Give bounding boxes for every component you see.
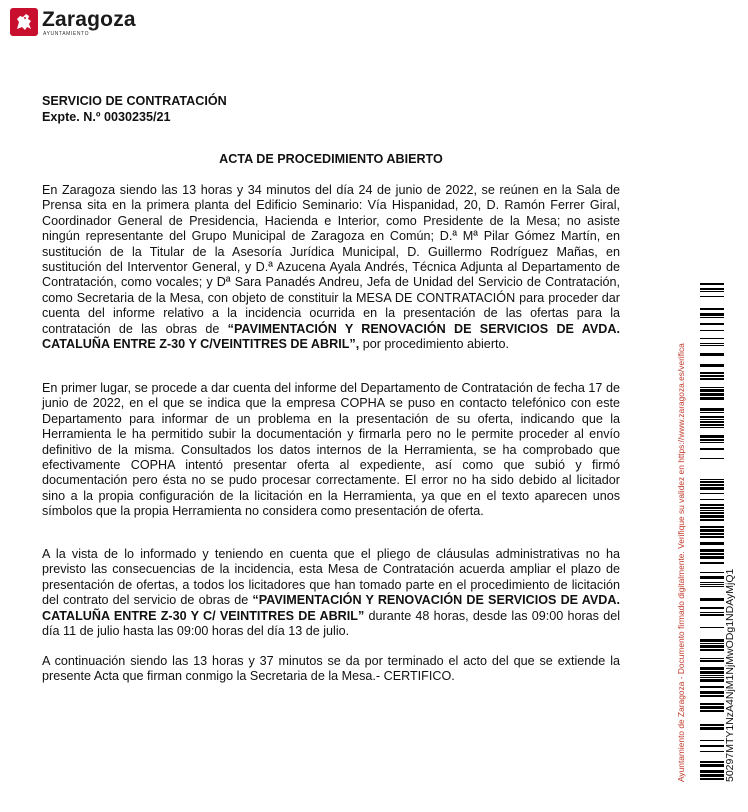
barcode-bar [700, 576, 724, 579]
barcode-bar [700, 671, 724, 674]
barcode-bar [700, 499, 724, 500]
paragraph-1-bold: “PAVIMENTACIÓN Y RENOVACIÓN DE SERVICIOS DE AVDA. CATALUÑA ENTRE Z-30 Y C/VEINTITRES DE ABRIL”, [42, 321, 620, 352]
barcode-bar [700, 387, 724, 388]
barcode-bar [700, 533, 724, 535]
barcode-bar [700, 512, 724, 514]
barcode-bar [700, 313, 724, 316]
barcode-bar [700, 586, 724, 587]
barcode-bar [700, 660, 724, 662]
barcode-bar [700, 761, 724, 763]
barcode-bar [700, 416, 724, 418]
barcode-bar [700, 553, 724, 555]
zaragoza-lion-icon [10, 8, 38, 36]
logo [10, 8, 136, 37]
barcode-bar [700, 419, 724, 420]
barcode-bar [700, 308, 724, 310]
barcode-bar [700, 751, 724, 752]
barcode-bar [700, 645, 724, 648]
paragraph-2: En primer lugar, se procede a dar cuenta del informe del Departamento de Contratación de fecha 17 de junio de 2022, en el que se indica que la empresa COPHA se puso en contacto telefónico con este Departamento para informar de un problema en la presentación de su oferta, indicando que la Herramienta le ha permitido subir la documentación y firmarla pero no le permite proceder al envío definitivo de la misma. Consultados los datos internos de la Herramienta, se ha comprobado que efectivamente COPHA intentó presentar oferta al expediente, así como que subió y firmó documentación pero ésta no se pudo procesar correctamente. El error no ha sido debido al licitador sino a la propia configuración de la licitación en la Herramienta, ya que en el texto aparecen unos símbolos que la propia Herramienta no considera como presentación de oferta. [42, 381, 620, 519]
barcode-bar [700, 562, 724, 564]
barcode-bar [700, 389, 724, 392]
barcode-bar [700, 529, 724, 532]
paragraph-4: A continuación siendo las 13 horas y 37 minutos se da por terminado el acto del que se extiende la presente Acta que firman conmigo la Secretaria de la Mesa.- CERTIFICO. [42, 654, 620, 684]
barcode-bar [700, 378, 724, 380]
barcode-bar [700, 703, 724, 705]
barcode-bar [700, 745, 724, 747]
barcode-bar [700, 330, 724, 331]
barcode-bar [700, 507, 724, 509]
barcode-bar [700, 542, 724, 545]
paragraph-3-text-b: durante 48 horas, desde las 09:00 horas del día 11 de julio hasta las 09:00 horas del día 13 de julio. [42, 608, 620, 639]
barcode-bar [700, 481, 724, 483]
verification-notice: Ayuntamiento de Zaragoza - Documento firmado digitalmente. Verifique su validez en https://www.zaragoza.es/verifica [676, 343, 686, 782]
barcode-bar [700, 582, 724, 583]
barcode-bar [700, 584, 724, 585]
barcode-bar [700, 649, 724, 651]
logo-name: Zaragoza [42, 8, 136, 31]
barcode-bar [700, 515, 724, 518]
document-title: ACTA DE PROCEDIMIENTO ABIERTO [219, 152, 443, 166]
barcode-bar [700, 536, 724, 538]
barcode-bar [700, 345, 724, 346]
paragraph-1-text-a: En Zaragoza siendo las 13 horas y 34 minutos del día 24 de junio de 2022, se reúnen en la Sala de Prensa sita en la primera planta del Edificio Seminario: Vía Hispanidad, 20, D. Ramón Ferrer Giral, Coordinador General de Presidencia, Hacienda e Interior, como Presidente de la Mesa; no asiste ningún representante del Grupo Municipal de Zaragoza en Común; D.ª Mª Pilar Gómez Martín, en sustitución de la Titular de la Asesoría Jurídica Municipal, D. Guillermo Rodríguez Mañas, en sustitución del Interventor General, y D.ª Azucena Ayala Andrés, Técnica Adjunta al Departamento de Contratación, como vocales; y Dª Sara Panadés Andreu, Jefa de Unidad del Servicio de Contratación, como Secretaria de la Mesa, con objeto de constituir la MESA DE CONTRATACIÓN para proceder dar cuenta del informe relativo a la incidencia ocurrida en la presentación de las ofertas para la contratación de las obras de [42, 183, 620, 336]
barcode-bar [700, 598, 724, 601]
barcode-bar [700, 627, 724, 628]
barcode-bar [700, 393, 724, 396]
barcode-bar [700, 484, 724, 486]
barcode-id: 50297MTY1NzA4NjM1NjMwODg1NDAyMjQ1 [724, 568, 736, 782]
barcode-bar [700, 439, 724, 441]
barcode-bar [700, 607, 724, 609]
barcode-bar [700, 724, 724, 726]
barcode-bar [700, 695, 724, 697]
barcode-bar [700, 706, 724, 709]
paragraph-1 [42, 183, 620, 352]
barcode-bar [700, 740, 724, 741]
barcode-bar [700, 639, 724, 642]
barcode-bar [700, 770, 724, 773]
paragraph-3-text-a: A la vista de lo informado y teniendo en cuenta que el pliego de cláusulas administrativas no ha previsto las consecuencias de la incidencia, esta Mesa de Contratación acuerda ampliar el plazo de presentación de ofertas, a todos los licitadores que han tomado parte en el procedimiento de licitación del contrato del servicio de obras de [42, 547, 620, 608]
barcode-bar [700, 364, 724, 367]
document-header [42, 94, 227, 125]
barcode-bar [700, 549, 724, 552]
barcode-bar [700, 412, 724, 413]
paragraph-1-text-b: por procedimiento abierto. [359, 337, 510, 352]
barcode-bar [700, 448, 724, 450]
barcode-bar [700, 658, 724, 659]
barcode-bar [700, 317, 724, 318]
barcode-bar [700, 677, 724, 678]
barcode-bar [700, 493, 724, 494]
barcode-bar [700, 442, 724, 443]
barcode-bar [700, 519, 724, 521]
service-name: SERVICIO DE CONTRATACIÓN [42, 94, 227, 108]
barcode-bar [700, 643, 724, 644]
barcode-bar [700, 296, 724, 297]
barcode-bar [700, 427, 724, 428]
barcode-bar [700, 353, 724, 356]
barcode-bar [700, 778, 724, 780]
barcode-bar [700, 614, 724, 616]
barcode-bar [700, 764, 724, 767]
barcode-bar [700, 612, 724, 613]
paragraph-3 [42, 547, 620, 639]
barcode-bar [700, 288, 724, 290]
barcode-bar [700, 397, 724, 400]
barcode-bar [700, 421, 724, 423]
barcode-bar [700, 323, 724, 325]
barcode-bar [700, 408, 724, 411]
barcode-bar [700, 710, 724, 712]
barcode-bar [700, 343, 724, 344]
barcode-bar [700, 675, 724, 676]
barcode-bar [700, 283, 724, 285]
barcode-bar [700, 372, 724, 374]
barcode-bar [700, 424, 724, 426]
barcode-bar [700, 291, 724, 292]
barcode-bar [700, 667, 724, 670]
barcode-bar [700, 526, 724, 528]
barcode-bar [700, 479, 724, 480]
barcode-bar [700, 487, 724, 490]
barcode-bar [700, 556, 724, 559]
barcode-bar [700, 375, 724, 377]
barcode [700, 283, 724, 783]
paragraph-3-bold: “PAVIMENTACIÓN Y RENOVACIÓN DE SERVICIOS DE AVDA. CATALUÑA ENTRE Z-30 Y C/ VEINTITRES DE ABRIL” [42, 593, 620, 623]
barcode-bar [700, 435, 724, 438]
barcode-bar [700, 774, 724, 777]
logo-subtitle: AYUNTAMIENTO [43, 31, 90, 37]
barcode-bar [700, 679, 724, 682]
barcode-bar [700, 504, 724, 506]
barcode-bar [700, 510, 724, 511]
barcode-bar [700, 727, 724, 730]
barcode-bar [700, 686, 724, 688]
barcode-bar [700, 572, 724, 573]
file-number: Expte. N.º 0030235/21 [42, 109, 171, 124]
barcode-bar [700, 691, 724, 694]
barcode-bar [700, 338, 724, 339]
barcode-bar [700, 458, 724, 459]
